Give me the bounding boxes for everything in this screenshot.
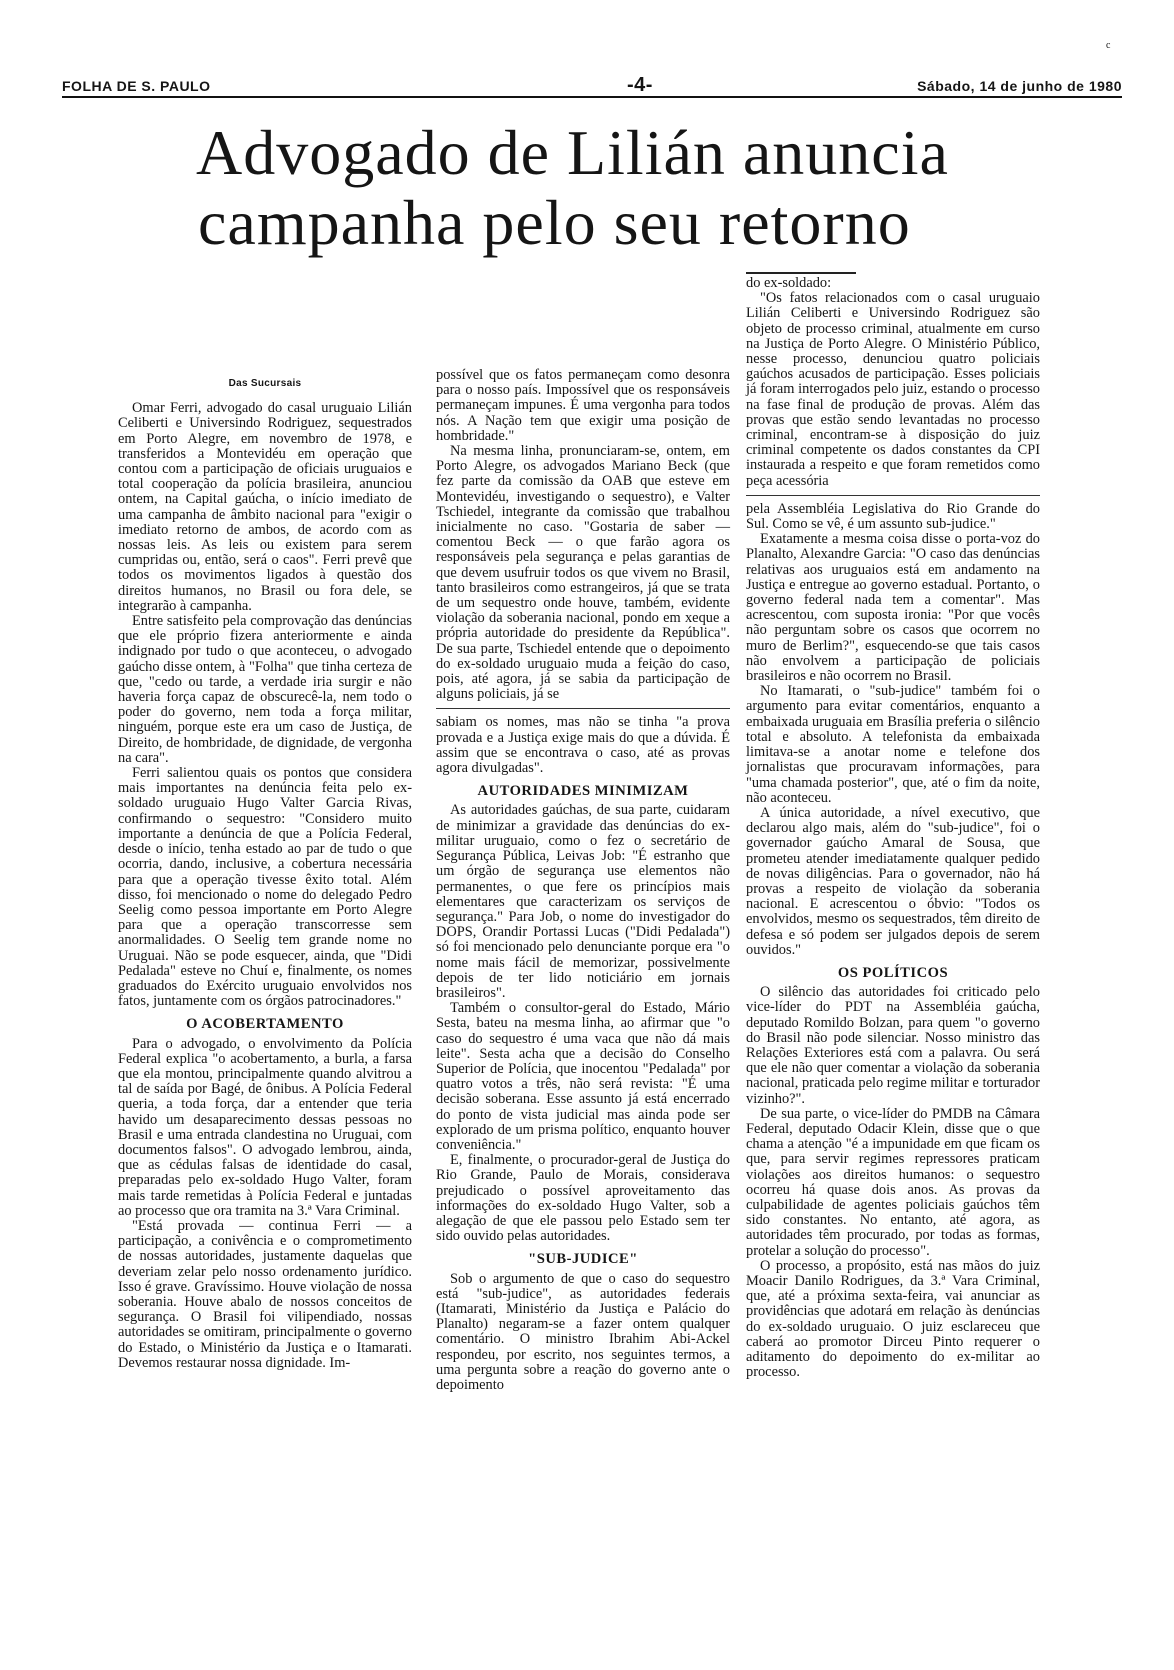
- article-column-1: [118, 376, 412, 1371]
- headline-line-2: campanha pelo seu retorno: [198, 187, 911, 258]
- paragraph: Omar Ferri, advogado do casal uruguaio Lilián Celiberti e Universindo Rodriguez, sequestrados em Porto Alegre, em novembro de 1978, e transferidos a Montevidéu em operação que contou com a participação de oficiais uruguaios e total cooperação da polícia brasileira, anunciou ontem, na Capital gaúcha, o início imediato de uma campanha de âmbito nacional para "exigir o imediato retorno de ambos, de acordo com as nossas leis. As leis ou existem para serem cumpridas ou, então, será o caos". Ferri prevê que todos os movimentos ligados à questão dos direitos humanos, no Brasil ou fora dele, se integrarão à campanha.: [118, 400, 412, 614]
- paragraph: A única autoridade, a nível executivo, que declarou algo mais, além do "sub-judice", foi o governador gaúcho Amaral de Sousa, que prometeu atender imediatamente qualquer pedido de novas diligências. Para o governador, não há provas a respeito de violação da soberania nacional. E acrescentou o óbvio: "Todos os envolvidos, mesmo os sequestrados, têm direito de defesa e só podem ser julgados depois de serem ouvidos.": [746, 804, 1040, 958]
- paragraph: Na mesma linha, pronunciaram-se, ontem, em Porto Alegre, os advogados Mariano Beck (que fez parte da comissão da OAB que esteve em Montevidéu, investigando o sequestro), e Valter Tschiedel, integrante da comissão que trabalhou inicialmente no caso. "Gostaria de saber — comentou Beck — o que farão agora os responsáveis pela segurança e pelas garantias de que devem usufruir todos os que vivem no Brasil, tanto brasileiros como estrangeiros, já que se trata de um sequestro onde houve, também, evidente violação da soberania nacional, pondo em xeque a própria autoridade do presidente da República". De sua parte, Tschiedel entende que o depoimento do ex-soldado uruguaio muda a feição do caso, pois, até agora, já se sabia da participação de alguns policiais, já se: [436, 443, 730, 703]
- paragraph: Sob o argumento de que o caso do sequestro está "sub-judice", as autoridades federais (Itamarati, Ministério da Justiça e Palácio do Planalto) negaram-se a fazer ontem qualquer comentário. O ministro Ibrahim Abi-Ackel respondeu, por escrito, nos seguintes termos, a uma pergunta sobre a reação do governo ante o depoimento: [436, 1270, 730, 1393]
- paragraph: "Os fatos relacionados com o casal uruguaio Lilián Celiberti e Universindo Rodriguez são objeto de processo criminal, atualmente em curso na Justiça de Porto Alegre. O Ministério Público, nesse processo, denunciou quatro policiais gaúchos acusados de participação. Esses policiais já foram interrogados pelo juiz, estando o processo na fase final de produção de provas. Além das provas que estão sendo levantadas no processo criminal, encontram-se à disposição do juiz criminal competente os dados constantes da CPI instaurada a respeito e que foram remetidos como peça acessória: [746, 290, 1040, 489]
- paragraph: sabiam os nomes, mas não se tinha "a prova provada e a Justiça exige mais do que a dúvida. É assim que se encontrava o caso, até as provas agora divulgadas".: [436, 714, 730, 777]
- paragraph: Entre satisfeito pela comprovação das denúncias que ele próprio fizera anteriormente e ainda indignado por tudo o que aconteceu, o advogado gaúcho disse ontem, à "Folha" que tinha certeza de que, "cedo ou tarde, a verdade iria surgir e não haveria força capaz de obscurecê-la, nem todo o poder do governo, nem toda a força militar, ninguém, porque este era um caso de Justiça, de Direito, de hombridade, de dignidade, de vergonha na cara".: [118, 613, 412, 766]
- section-heading: "SUB-JUDICE": [528, 1251, 638, 1268]
- column-separator: [436, 708, 730, 709]
- column-top-rule: [746, 272, 856, 274]
- headline: [196, 118, 1126, 258]
- section-heading: AUTORIDADES MINIMIZAM: [477, 783, 689, 800]
- paragraph: Ferri salientou quais os pontos que considera mais importantes na denúncia feita pelo ex-soldado uruguaio Hugo Valter Garcia Rivas, confirmando o sequestro: "Considero muito importante a denúncia de que a Polícia Federal, desde o início, tenha estado ao par de tudo o que ocorria, dando, inclusive, a cobertura necessária para que a operação tivesse êxito total. Além disso, foi mencionado o nome do delegado Pedro Seelig como pessoa importante em Porto Alegre para que a operação transcorresse sem anormalidades. O Seelig tem grande nome no Uruguai. Não se pode esquecer, ainda, que "Didi Pedalada" esteve no Chuí e, finalmente, os nomes graduados do Exército uruguaio envolvidos nos fatos, juntamente com os órgãos patrocinadores.": [118, 765, 412, 1010]
- paragraph: possível que os fatos permaneçam como desonra para o nosso país. Impossível que os responsáveis permaneçam impunes. É uma vergonha para todos nós. A Nação tem que exigir uma posição de hombridade.": [436, 367, 730, 444]
- headline-line-1: Advogado de Lilián anuncia: [196, 117, 949, 188]
- byline: Das Sucursais: [228, 378, 302, 389]
- section-heading: O ACOBERTAMENTO: [186, 1016, 344, 1033]
- paragraph: Para o advogado, o envolvimento da Polícia Federal explica "o acobertamento, a burla, a farsa que ela montou, principalmente quando alvitrou a tal de saída por Bagé, de ônibus. A Polícia Federal queria, a toda força, dar a entender que teria havido um desaparecimento dessas pessoas no Brasil e uma entrada clandestina no Uruguai, com documentos falsos". O advogado lembrou, ainda, que as cédulas falsas de identidade do casal, preparadas pelo ex-soldado Hugo Valter, foram mais tarde remetidas à Polícia Federal e juntadas ao processo que ora tramita na 3.ª Vara Criminal.: [118, 1035, 412, 1219]
- paragraph: O silêncio das autoridades foi criticado pelo vice-líder do PDT na Assembléia gaúcha, deputado Romildo Bolzan, para quem "o governo do Brasil não pode silenciar. Nosso ministro das Relações Exteriores está com a palavra. Ou será que ele não quer comentar a violação da soberania nacional, praticada pelo regime militar e torturador vizinho?".: [746, 984, 1040, 1107]
- masthead-rule: [62, 96, 1122, 98]
- publication-date: Sábado, 14 de junho de 1980: [917, 78, 1122, 94]
- paragraph: "Está provada — continua Ferri — a participação, a conivência e o comprometimento de nossas autoridades, justamente daquelas que deveriam zelar pelo nosso ordenamento jurídico. Isso é grave. Gravíssimo. Houve violação de nossa soberania. Houve abalo de nossos conceitos de segurança. O Brasil foi vilipendiado, nossas autoridades se omitiram, principalmente o governo do Estado, o Ministério da Justiça e o Itamarati. Devemos restaurar nossa dignidade. Im-: [118, 1217, 412, 1371]
- section-heading: OS POLÍTICOS: [837, 964, 949, 981]
- newspaper-name: FOLHA DE S. PAULO: [62, 78, 211, 94]
- paragraph: pela Assembléia Legislativa do Rio Grande do Sul. Como se vê, é um assunto sub-judice.": [746, 500, 1040, 533]
- article-column-3: [746, 272, 1040, 1380]
- page-number: -4-: [627, 74, 653, 96]
- paragraph: De sua parte, o vice-líder do PMDB na Câmara Federal, deputado Odacir Klein, disse que o que chama a atenção "é a impunidade em que ficam os que, para servir regimes repressores praticam violações aos direitos humanos: o sequestro ocorreu há quase dois anos. As provas da culpabilidade de agentes policiais gaúchos têm sido constantes. No entanto, até agora, as autoridades têm procurado, por todas as formas, protelar a solução do processo".: [746, 1105, 1040, 1259]
- paragraph: As autoridades gaúchas, de sua parte, cuidaram de minimizar a gravidade das denúncias do ex-militar uruguaio, como o fez o secretário de Segurança Pública, Leivas Job: "É estranho que um órgão de segurança use elementos não permanentes, o que fere os princípios mais elementares que caracterizam os serviços de segurança." Para Job, o nome do investigador do DOPS, Orandir Portassi Lucas ("Didi Pedalada") só foi mencionado pelo denunciante porque era "o nome mais fácil de memorizar, possivelmente depois de ter lido noticiário em jornais brasileiros".: [436, 802, 730, 1001]
- column-separator: [746, 495, 1040, 496]
- masthead: [62, 76, 1122, 96]
- paragraph: O processo, a propósito, está nas mãos do juiz Moacir Danilo Rodrigues, da 3.ª Vara Criminal, que, até a próxima sexta-feira, vai anunciar as providências que adotará em relação às denúncias do ex-soldado uruguaio. O juiz esclareceu que caberá ao promotor Dirceu Pinto requerer o aditamento do depoimento do ex-militar ao processo.: [746, 1257, 1040, 1381]
- paragraph: E, finalmente, o procurador-geral de Justiça do Rio Grande, Paulo de Morais, considerava prejudicado o possível aproveitamento das informações do ex-soldado Hugo Valter, sob a alegação de que ele passou pelo Estado sem ter sido ouvido pelas autoridades.: [436, 1152, 730, 1245]
- corner-mark: c: [1106, 40, 1111, 51]
- paragraph: No Itamarati, o "sub-judice" também foi o argumento para evitar comentários, enquanto a embaixada uruguaia em Brasília preferia o silêncio total e absoluto. A telefonista da embaixada limitava-se a anotar nome e telefone dos jornalistas que procuravam informações, para "uma chamada posterior", que, até o fim da noite, não aconteceu.: [746, 683, 1040, 806]
- paragraph: do ex-soldado:: [746, 275, 832, 291]
- article-column-2: [436, 368, 730, 1393]
- paragraph: Também o consultor-geral do Estado, Mário Sesta, bateu na mesma linha, ao afirmar que "o caso do sequestro é uma vaca que não dá mais leite". Sesta acha que a decisão do Conselho Superior de Polícia, que inocentou "Pedalada" por quatro votos a três, não será revista: "É uma decisão soberana. Esse assunto já está encerrado do ponto de vista judicial mas ainda pode ser explorado de um prisma político, enquanto houver conveniência.": [436, 1000, 730, 1153]
- paragraph: Exatamente a mesma coisa disse o porta-voz do Planalto, Alexandre Garcia: "O caso das denúncias relativas aos uruguaios está em andamento na Justiça e entregue ao governo estadual. Portanto, o governo federal nada tem a comentar". Mas acrescentou, com suposta ironia: "Por que vocês não perguntam sobre os casos que ocorrem no muro de Berlim?", esquecendo-se que tais casos não envolvem a participação de policiais brasileiros e não ocorrem no Brasil.: [746, 531, 1040, 685]
